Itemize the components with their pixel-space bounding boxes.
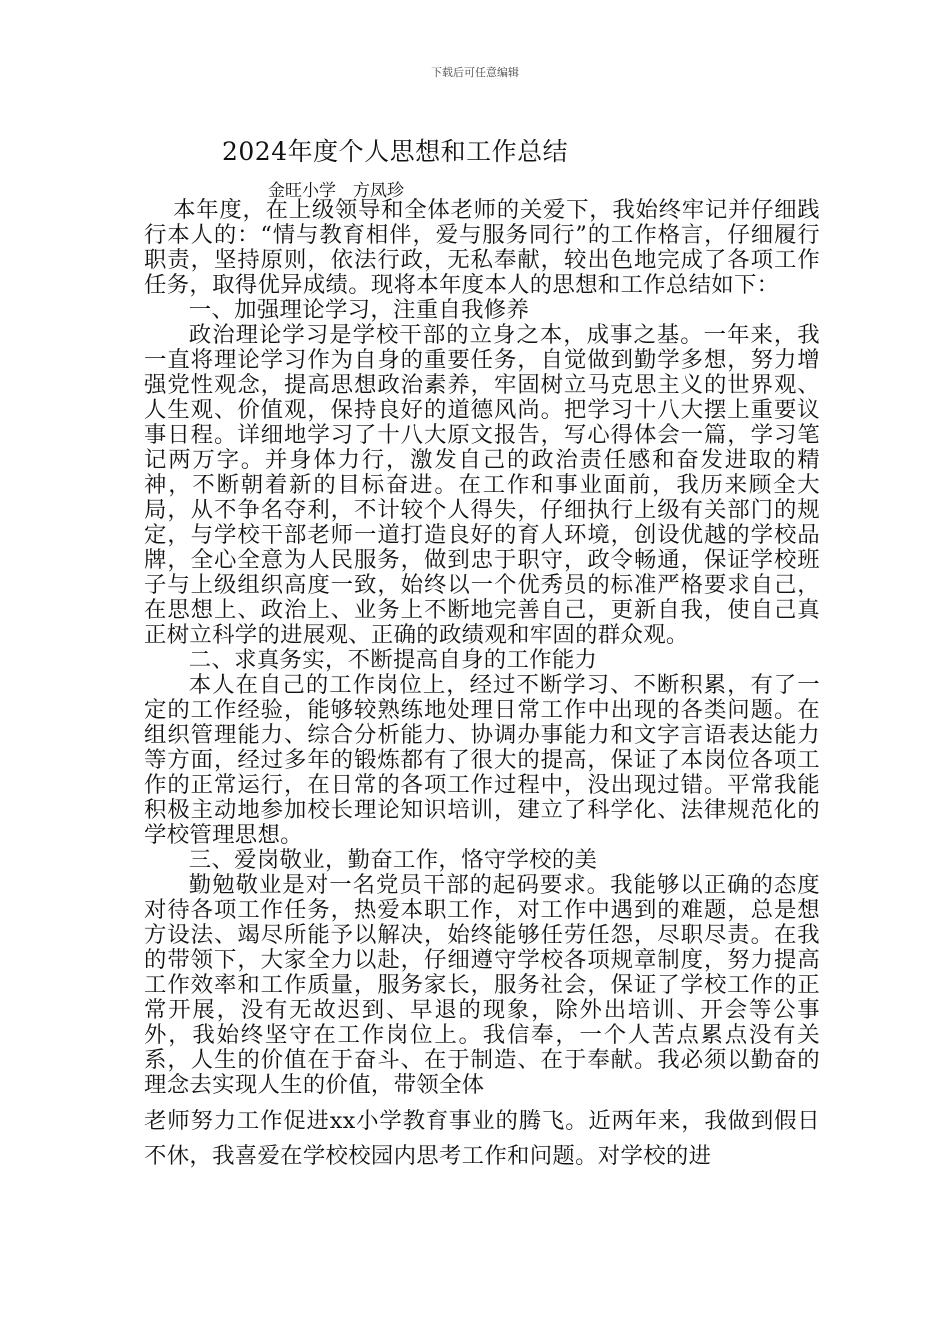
- document-author: 金旺小学 方凤珍: [268, 181, 404, 201]
- section-3-heading: 三、爱岗敬业，勤奋工作，恪守学校的美: [188, 847, 598, 873]
- section-3-continued-paragraph: 老师努力工作促进xx小学教育事业的腾飞。近两年来，我做到假日不休，我喜爱在学校校园内思考工作和问题。对学校的进: [144, 1108, 820, 1169]
- intro-paragraph: 本年度，在上级领导和全体老师的关爱下，我始终牢记并仔细践行本人的：“情与教育相伴，爱与服务同行”的工作格言，仔细履行职责，坚持原则，依法行政，无私奉献，较出色地完成了各项工作任务，取得优异成绩。现将本年度本人的思想和工作总结如下：: [144, 197, 820, 298]
- section-3-paragraph: 勤勉敬业是对一名党员干部的起码要求。我能够以正确的态度对待各项工作任务，热爱本职工作，对工作中遇到的难题，总是想方设法、竭尽所能予以解决，始终能够任劳任怨，尽职尽责。在我的带领下，大家全力以赴，仔细遵守学校各项规章制度，努力提高工作效率和工作质量，服务家长，服务社会，保证了学校工作的正常开展，没有无故迟到、早退的现象，除外出培训、开会等公事外，我始终坚守在工作岗位上。我信奉，一个人苦点累点没有关系，人生的价值在于奋斗、在于制造、在于奉献。我必须以勤奋的理念去实现人生的价值，带领全体: [144, 872, 820, 1098]
- section-2-paragraph: 本人在自己的工作岗位上，经过不断学习、不断积累，有了一定的工作经验，能够较熟练地处理日常工作中出现的各类问题。在组织管理能力、综合分析能力、协调办事能力和文字言语表达能力等方面，经过多年的锻炼都有了很大的提高，保证了本岗位各项工作的正常运行，在日常的各项工作过程中，没出现过错。平常我能积极主动地参加校长理论知识培训，建立了科学化、法律规范化的学校管理思想。: [144, 672, 820, 848]
- document-body: [144, 198, 820, 1174]
- section-1-heading: 一、加强理论学习，注重自我修养: [188, 297, 530, 323]
- document-title: 2024年度个人思想和工作总结: [222, 137, 569, 166]
- section-1-paragraph: 政治理论学习是学校干部的立身之本，成事之基。一年来，我一直将理论学习作为自身的重要任务，自觉做到勤学多想，努力增强党性观念，提高思想政治素养，牢固树立马克思主义的世界观、人生观、价值观，保持良好的道德风尚。把学习十八大摆上重要议事日程。详细地学习了十八大原文报告，写心得体会一篇，学习笔记两万字。并身体力行，激发自己的政治责任感和奋发进取的精神，不断朝着新的目标奋进。在工作和事业面前，我历来顾全大局，从不争名夺利，不计较个人得失，仔细执行上级有关部门的规定，与学校干部老师一道打造良好的育人环境，创设优越的学校品牌，全心全意为人民服务，做到忠于职守，政令畅通，保证学校班子与上级组织高度一致，始终以一个优秀员的标准严格要求自己，在思想上、政治上、业务上不断地完善自己，更新自我，使自己真正树立科学的进展观、正确的政绩观和牢固的群众观。: [144, 322, 820, 648]
- section-2-heading: 二、求真务实，不断提高自身的工作能力: [188, 647, 598, 673]
- page-header-note: 下载后可任意编辑: [431, 66, 519, 79]
